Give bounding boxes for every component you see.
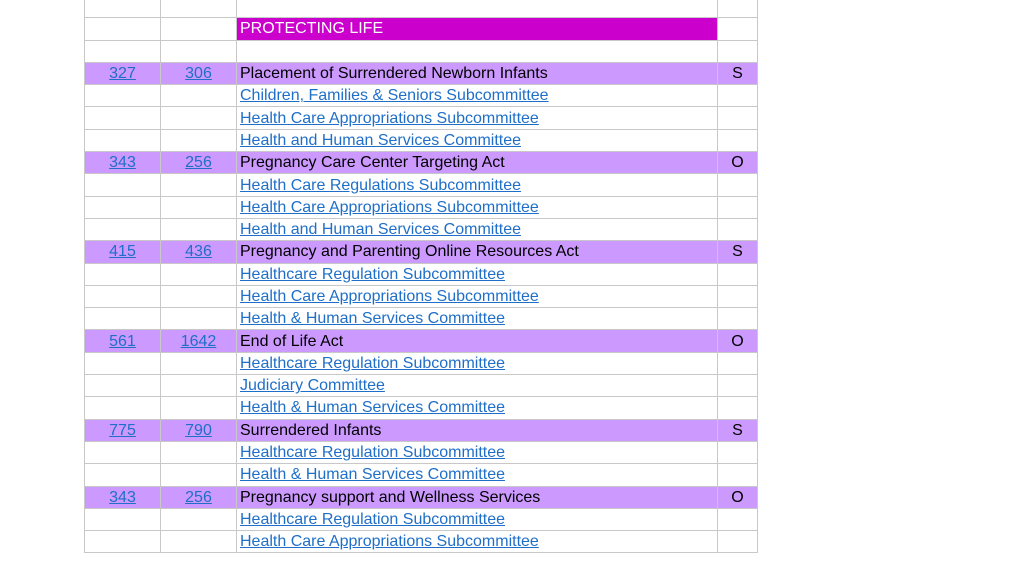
blank-row	[85, 0, 758, 18]
committee-row	[85, 397, 758, 419]
blank-row	[85, 40, 758, 62]
committee-row	[85, 285, 758, 307]
senate-bill-cell	[161, 419, 237, 441]
committee-link[interactable]: Health Care Appropriations Subcommittee	[240, 198, 539, 216]
bill-tracking-table	[84, 0, 758, 553]
committee-row	[85, 263, 758, 285]
senate-bill-cell	[161, 330, 237, 352]
senate-bill-link[interactable]: 1642	[180, 332, 217, 350]
position-code: O	[718, 486, 758, 508]
position-code: S	[718, 241, 758, 263]
section-title: PROTECTING LIFE	[237, 18, 718, 40]
committee-link[interactable]: Healthcare Regulation Subcommittee	[240, 444, 506, 462]
bill-title: Placement of Surrendered Newborn Infants	[237, 62, 718, 84]
senate-bill-cell	[161, 152, 237, 174]
committee-row	[85, 85, 758, 107]
committee-link[interactable]: Health Care Regulations Subcommittee	[240, 176, 522, 194]
committee-row	[85, 107, 758, 129]
house-bill-link[interactable]: 343	[109, 154, 136, 172]
house-bill-link[interactable]: 561	[109, 332, 136, 350]
house-bill-link[interactable]: 327	[109, 65, 136, 83]
senate-bill-link[interactable]: 436	[185, 243, 212, 261]
committee-link[interactable]: Health Care Appropriations Subcommittee	[240, 109, 539, 127]
senate-bill-link[interactable]: 256	[185, 488, 212, 506]
senate-bill-cell	[161, 241, 237, 263]
senate-bill-link[interactable]: 790	[185, 421, 212, 439]
committee-row	[85, 352, 758, 374]
bill-row	[85, 486, 758, 508]
committee-link[interactable]: Children, Families & Seniors Subcommittee	[240, 87, 549, 105]
bill-title: End of Life Act	[237, 330, 718, 352]
bill-row	[85, 330, 758, 352]
section-header-row	[85, 18, 758, 40]
committee-link[interactable]: Healthcare Regulation Subcommittee	[240, 354, 506, 372]
senate-bill-link[interactable]: 306	[185, 65, 212, 83]
committee-link[interactable]: Health and Human Services Committee	[240, 221, 522, 239]
committee-row	[85, 196, 758, 218]
house-bill-cell	[85, 419, 161, 441]
committee-row	[85, 464, 758, 486]
committee-row	[85, 218, 758, 240]
bill-row	[85, 241, 758, 263]
house-bill-cell	[85, 241, 161, 263]
bill-title: Pregnancy and Parenting Online Resources Act	[237, 241, 718, 263]
bill-row	[85, 152, 758, 174]
committee-link[interactable]: Health & Human Services Committee	[240, 466, 505, 484]
position-code: S	[718, 419, 758, 441]
committee-row	[85, 531, 758, 553]
house-bill-link[interactable]: 343	[109, 488, 136, 506]
house-bill-link[interactable]: 775	[109, 421, 136, 439]
committee-link[interactable]: Health Care Appropriations Subcommittee	[240, 288, 539, 305]
house-bill-cell	[85, 62, 161, 84]
committee-row	[85, 508, 758, 530]
committee-link[interactable]: Health and Human Services Committee	[240, 131, 522, 149]
committee-link[interactable]: Health & Human Services Committee	[240, 310, 505, 328]
bill-row	[85, 62, 758, 84]
committee-link[interactable]: Judiciary Committee	[240, 377, 385, 395]
house-bill-cell	[85, 486, 161, 508]
senate-bill-cell	[161, 62, 237, 84]
committee-row	[85, 441, 758, 463]
house-bill-cell	[85, 152, 161, 174]
house-bill-link[interactable]: 415	[109, 243, 136, 261]
house-bill-cell	[85, 330, 161, 352]
committee-row	[85, 308, 758, 330]
position-code: O	[718, 330, 758, 352]
position-code: O	[718, 152, 758, 174]
position-code: S	[718, 62, 758, 84]
committee-row	[85, 129, 758, 151]
bill-title: Pregnancy support and Wellness Services	[237, 486, 718, 508]
committee-link[interactable]: Health Care Appropriations Subcommittee	[240, 533, 539, 551]
committee-row	[85, 375, 758, 397]
bill-title: Surrendered Infants	[237, 419, 718, 441]
senate-bill-link[interactable]: 256	[185, 154, 212, 172]
committee-link[interactable]: Health & Human Services Committee	[240, 399, 505, 417]
committee-row	[85, 174, 758, 196]
bill-row	[85, 419, 758, 441]
committee-link[interactable]: Healthcare Regulation Subcommittee	[240, 265, 506, 283]
bill-title: Pregnancy Care Center Targeting Act	[237, 152, 718, 174]
senate-bill-cell	[161, 486, 237, 508]
committee-link[interactable]: Healthcare Regulation Subcommittee	[240, 510, 506, 528]
